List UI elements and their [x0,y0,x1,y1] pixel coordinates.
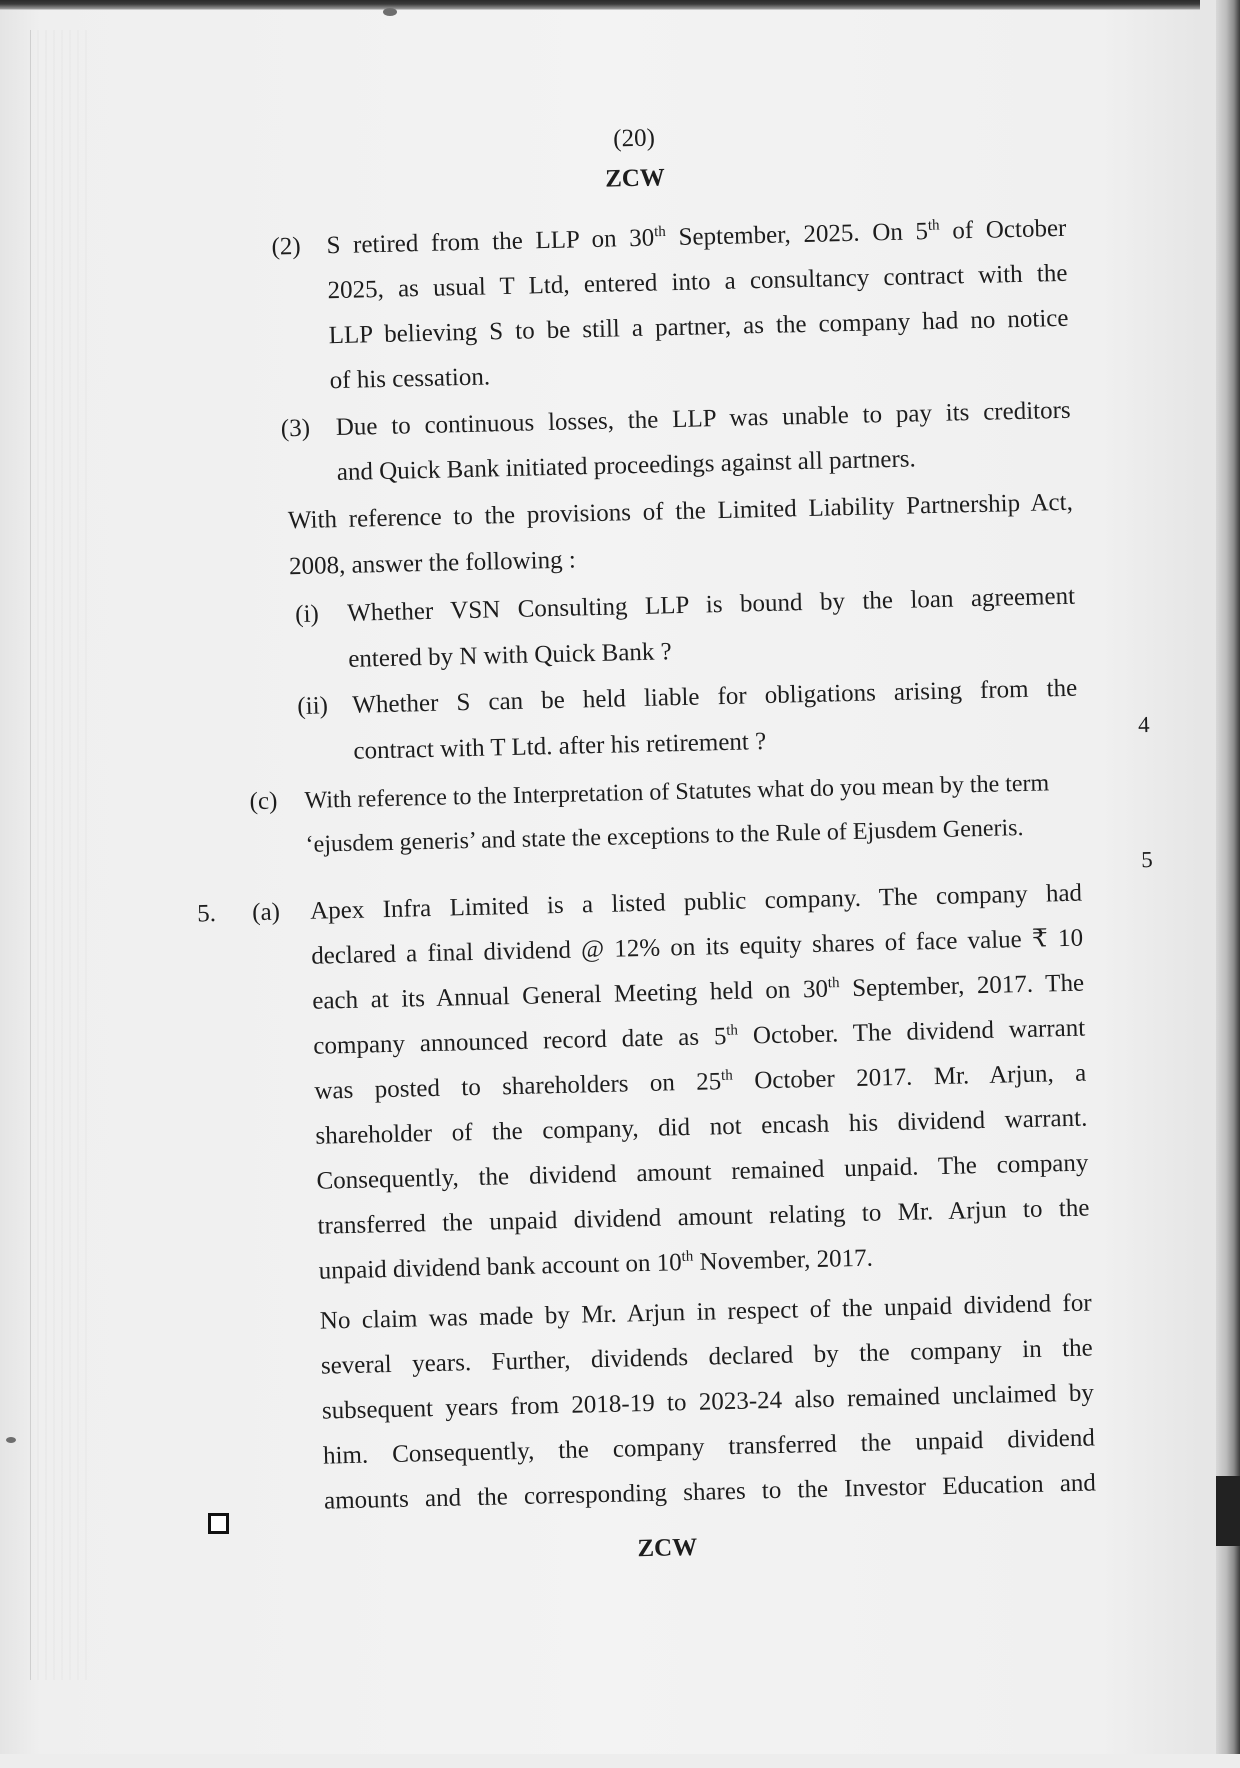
paragraph-line: company announced record date as 5th October. The dividend warrant [313,1014,1086,1060]
paragraph-line: No claim was made by Mr. Arjun in respect of the unpaid dividend for [319,1289,1092,1335]
paragraph-line: several years. Further, dividends declared by the company in the [320,1334,1094,1380]
subitem-text-line: Whether S can be held liable for obligations arising from the [352,674,1078,719]
paragraph-line: each at its Annual General Meeting held on 30th September, 2017. The [312,969,1085,1015]
header-code: ZCW [604,164,666,193]
paragraph-line: was posted to shareholders on 25th October 2017. Mr. Arjun, a [314,1059,1087,1105]
page-number: (20) [612,124,656,153]
item-text-line: Due to continuous losses, the LLP was unable to pay its creditors [335,396,1071,442]
subitem-text-line: contract with T Ltd. after his retirement ? [353,728,767,765]
subitem-text-line: Whether VSN Consulting LLP is bound by the loan agreement [346,582,1076,627]
item-text-line: LLP believing S to be still a partner, as the company had no notice [328,304,1069,350]
subitem-label: (ii) [297,692,329,721]
question-number: 5. [196,900,217,928]
subitem-label: (i) [294,600,320,629]
paragraph-line: shareholder of the company, did not encash his dividend warrant. [315,1104,1088,1150]
item-text-line: S retired from the LLP on 30th September, 2025. On 5th of October [326,214,1067,260]
footer-code: ZCW [637,1533,698,1563]
paragraph-line: subsequent years from 2018-19 to 2023-24 also remained unclaimed by [321,1379,1095,1425]
paragraph-line: declared a final dividend @ 12% on its equity shares of face value ₹ 10 [310,924,1084,970]
part-text-line: With reference to the Interpretation of Statutes what do you mean by the term [304,770,1050,814]
scan-smudge [6,1437,16,1443]
exam-page [40,14,1210,1754]
item-label: (3) [280,414,311,443]
paragraph-line: unpaid dividend bank account on 10th November, 2017. [318,1244,874,1285]
marks-label: 5 [1140,846,1154,873]
intro-line: With reference to the provisions of the Limited Liability Partnership Act, [287,488,1074,535]
marks-label: 4 [1137,711,1150,738]
paragraph-line: him. Consequently, the company transferred the unpaid dividend [322,1424,1096,1470]
intro-line: 2008, answer the following : [288,546,577,581]
part-text-line: ‘ejusdem generis’ and state the exceptions to the Rule of Ejusdem Generis. [305,814,1024,858]
paragraph-line: amounts and the corresponding shares to the Investor Education and [323,1469,1097,1515]
item-label: (2) [271,232,302,261]
checkbox-square-icon [208,1513,229,1534]
item-text-line: and Quick Bank initiated proceedings against all partners. [336,445,917,487]
part-label: (c) [249,787,278,816]
page-content [21,1,1232,1768]
paragraph-line: transferred the unpaid dividend amount relating to Mr. Arjun to the [317,1194,1090,1240]
part-label: (a) [251,898,281,927]
paragraph-line: Consequently, the dividend amount remained unpaid. The company [316,1149,1089,1195]
item-text-line: 2025, as usual T Ltd, entered into a consultancy contract with the [327,259,1068,305]
item-text-line: of his cessation. [329,363,491,395]
paragraph-line: Apex Infra Limited is a listed public company. The company had [309,879,1083,925]
subitem-text-line: entered by N with Quick Bank ? [347,638,673,673]
